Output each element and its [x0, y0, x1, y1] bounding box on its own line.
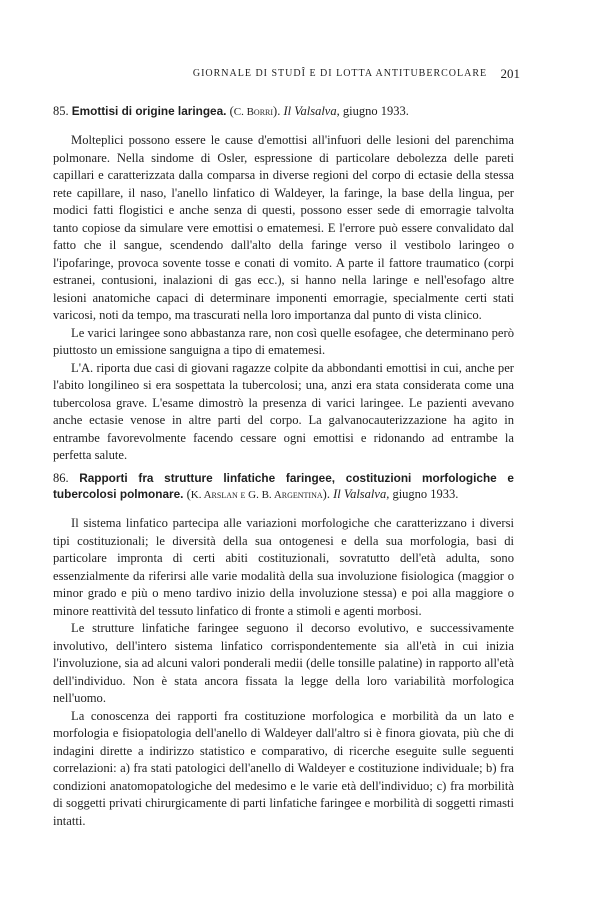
- article-journal: Il Valsalva,: [333, 487, 390, 501]
- article-body: [53, 132, 514, 465]
- paragraph: Le varici laringee sono abbastanza rare, non così quelle esofagee, che determinano però piuttosto un emissione sanguigna a tipo di ematemesi.: [53, 325, 514, 357]
- article-authors: K. Arslan e G. B. Argentina: [190, 489, 323, 501]
- paragraph: L'A. riporta due casi di giovani ragazze colpite da abbondanti emottisi in cui, anche per l'abito longilineo si era sospettata la tubercolosi; una, anzi era stata considerata come una tubercolosa grave. L'esame dimostrò la presenza di varici laringee. Le pazienti avevano anche ectasie venose in altre parti del corpo. La galvanocauterizzazione ha agito in entrambe favorevolmente facendo cessare ogni emottisi e ridonando ad entrambe la perfetta salute.: [53, 360, 514, 462]
- article-body: [53, 515, 514, 830]
- article-heading: 86. Rapporti fra strutture linfatiche faringee, costituzioni morfologiche e tubercolosi polmonare. (K. Arslan e G. B. Argentina). Il Valsalva, giugno 1933.: [53, 471, 514, 501]
- article-title: Emottisi di origine laringea.: [71, 104, 227, 118]
- article-title: Rapporti fra strutture linfatiche faringee, costituzioni morfologiche e tubercolosi polmonare.: [53, 471, 514, 501]
- article-heading: 85. Emottisi di origine laringea. (C. Borri). Il Valsalva, giugno 1933.: [53, 104, 409, 118]
- article-number: 85.: [53, 104, 69, 118]
- article-authors: C. Borri: [233, 106, 274, 118]
- running-head: GIORNALE DI STUDÎ E DI LOTTA ANTITUBERCOLARE: [192, 68, 488, 79]
- paragraph: Il sistema linfatico partecipa alle variazioni morfologiche che caratterizzano i diversi tipi costituzionali; le diversità della sua ontogenesi e della sua morfologia, basi di particolare impronta di certi abiti costituzionali, sovratutto dell'età adulta, sono essenzialmente da riferirsi alle varie modalità della sua involuzione fisiologica (maggior o minor grado e più o meno tardivo inizio della involuzione stessa) e poi alla maggiore o minore reattività del tessuto linfatico di fronte a stimoli e agenti morbosi.: [53, 516, 514, 618]
- article-86: [53, 470, 514, 830]
- article-85: [53, 103, 514, 465]
- article-date: giugno 1933.: [342, 104, 409, 118]
- article-number: 86.: [53, 471, 69, 485]
- paragraph: Molteplici possono essere le cause d'emottisi all'infuori delle lesioni del parenchima polmonare. Nella sindome di Osler, espressione di particolare debolezza delle pareti capillari e caratterizzata dalla comparsa in diverse regioni del corpo di ectasie della stessa rete capillare, il naso, l'anello linfatico di Waldeyer, la faringe, la base della lingua, per modici fatti flogistici e anche senza di questi, possono esser sede di emorragie talvolta tanto copiose da simulare vere emottisi o ematemesi. E l'errore può essere convalidato dal fatto che il sangue, scendendo dall'alto della faringe verso il vestibolo laringeo o l'ipofaringe, provoca sovente tosse e conati di vomito. A parte il fattore traumatico (corpi estranei, contusioni, inalazioni di gas ecc.), si hanno nella laringe e nell'esofago altre lesioni anatomiche capaci di determinare imponenti emorragie, specialmente certi stati varicosi, noti da tempo, ma trascurati nella loro importanza dal punto di vista clinico.: [53, 133, 514, 322]
- paragraph: La conoscenza dei rapporti fra costituzione morfologica e morbilità da un lato e morfologia e fisiopatologia dell'anello di Waldeyer dall'altro si è finora giovata, più che di indagini dirette a indirizzo statistico e comparativo, di ricerche eseguite sulle seguenti correlazioni: a) fra stati patologici dell'anello di Waldeyer e costituzione individuale; b) fra condizioni anatomopatologiche del medesimo e le varie età dell'individuo; c) fra morbilità di soggetti privati chirurgicamente di parti linfatiche faringee e morbilità di soggetti rimasti intatti.: [53, 708, 514, 828]
- page-number: 201: [500, 66, 520, 81]
- article-journal: Il Valsalva,: [283, 104, 340, 118]
- article-date: giugno 1933.: [392, 487, 459, 501]
- paragraph: Le strutture linfatiche faringee seguono il decorso evolutivo, e successivamente involutivo, dell'intero sistema linfatico corrispondentemente sia all'età in cui inizia l'involuzione, sia ad alcuni valori ponderali medii (delle tonsille palatine) in rapporto all'età dell'individuo. Non è stata ancora fissata la legge della loro variabilità morfologica nell'uomo.: [53, 621, 514, 705]
